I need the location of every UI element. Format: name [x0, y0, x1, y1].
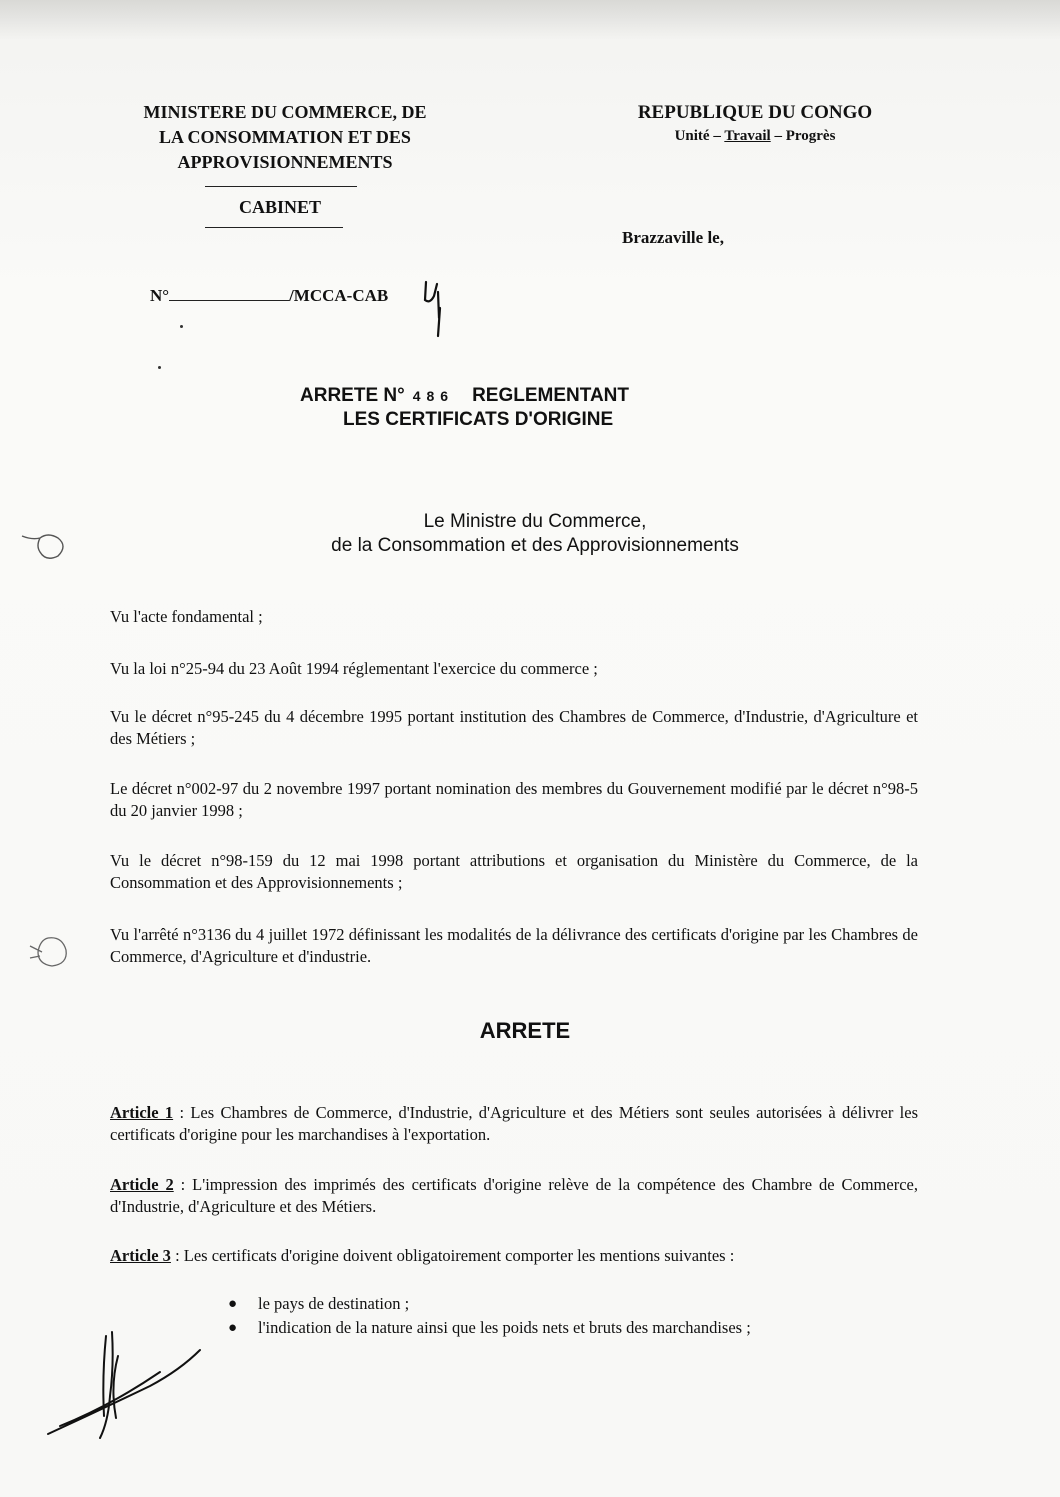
scan-shadow	[0, 0, 1060, 40]
city-date-line: Brazzaville le,	[622, 228, 724, 247]
bullet-icon: ●	[228, 1296, 238, 1312]
scan-speck	[180, 325, 183, 328]
punch-hole-mark	[18, 528, 78, 564]
ministry-line: APPROVISIONNEMENTS	[177, 152, 393, 172]
ministry-header	[105, 100, 465, 175]
consideration-item: Le décret n°002-97 du 2 novembre 1997 portant nomination des membres du Gouvernement modifié par le décret n°98-5 du 20 janvier 1998 ;	[110, 779, 918, 820]
section-title: ARRETE	[479, 1018, 571, 1043]
article-2: Article 2 : L'impression des imprimés des certificats d'origine relève de la compétence des Chambre de Commerce, d'Industrie, d'Agriculture et des Métiers.	[110, 1175, 918, 1216]
scan-speck	[158, 366, 161, 369]
article-label: Article 1	[110, 1103, 174, 1122]
cabinet-label: CABINET	[238, 197, 322, 217]
reference-blank	[169, 286, 289, 301]
cabinet-divider	[205, 227, 343, 228]
ministry-line: LA CONSOMMATION ET DES	[159, 127, 411, 147]
list-item: ● l'indication de la nature ainsi que les poids nets et bruts des marchandises ;	[226, 1316, 926, 1340]
handwritten-signature	[40, 1326, 210, 1446]
republic-name: REPUBLIQUE DU CONGO	[637, 102, 873, 123]
punch-hole-mark	[22, 932, 76, 972]
reference-number: N° /MCCA-CAB	[150, 286, 389, 305]
handwritten-initial	[420, 278, 450, 340]
republic-header	[610, 102, 900, 145]
decree-title: ARRETE N° 486 REGLEMENTANT LES CERTIFICATS D'ORIGINE	[300, 385, 629, 430]
consideration-item: Vu l'acte fondamental ;	[110, 607, 263, 626]
bullet-icon: ●	[228, 1320, 238, 1336]
consideration-item: Vu le décret n°98-159 du 12 mai 1998 portant attributions et organisation du Ministère du Commerce, de la Consommation et des Approvisionnements ;	[110, 851, 918, 892]
minister-heading: Le Ministre du Commerce, de la Consommation et des Approvisionnements	[331, 511, 739, 556]
header-divider	[205, 186, 357, 187]
article-label: Article 3	[110, 1246, 171, 1265]
consideration-item: Vu l'arrêté n°3136 du 4 juillet 1972 définissant les modalités de la délivrance des certificats d'origine par les Chambres de Commerce, d'Agriculture et d'industrie.	[110, 925, 918, 966]
national-motto: Unité – Travail – Progrès	[674, 128, 836, 144]
decree-number: 486	[412, 388, 455, 404]
article-3: Article 3 : Les certificats d'origine doivent obligatoirement comporter les mentions suivantes :	[110, 1246, 735, 1265]
list-item: ● le pays de destination ;	[226, 1292, 926, 1316]
ministry-line: MINISTERE DU COMMERCE, DE	[143, 102, 427, 122]
article-label: Article 2	[110, 1175, 174, 1194]
consideration-item: Vu le décret n°95-245 du 4 décembre 1995 portant institution des Chambres de Commerce, d'Industrie, d'Agriculture et des Métiers ;	[110, 707, 918, 748]
consideration-item: Vu la loi n°25-94 du 23 Août 1994 réglementant l'exercice du commerce ;	[110, 659, 598, 678]
article-1: Article 1 : Les Chambres de Commerce, d'Industrie, d'Agriculture et des Métiers sont seules autorisées à délivrer les certificats d'origine pour les marchandises à l'exportation.	[110, 1103, 918, 1144]
mentions-list	[226, 1292, 926, 1340]
